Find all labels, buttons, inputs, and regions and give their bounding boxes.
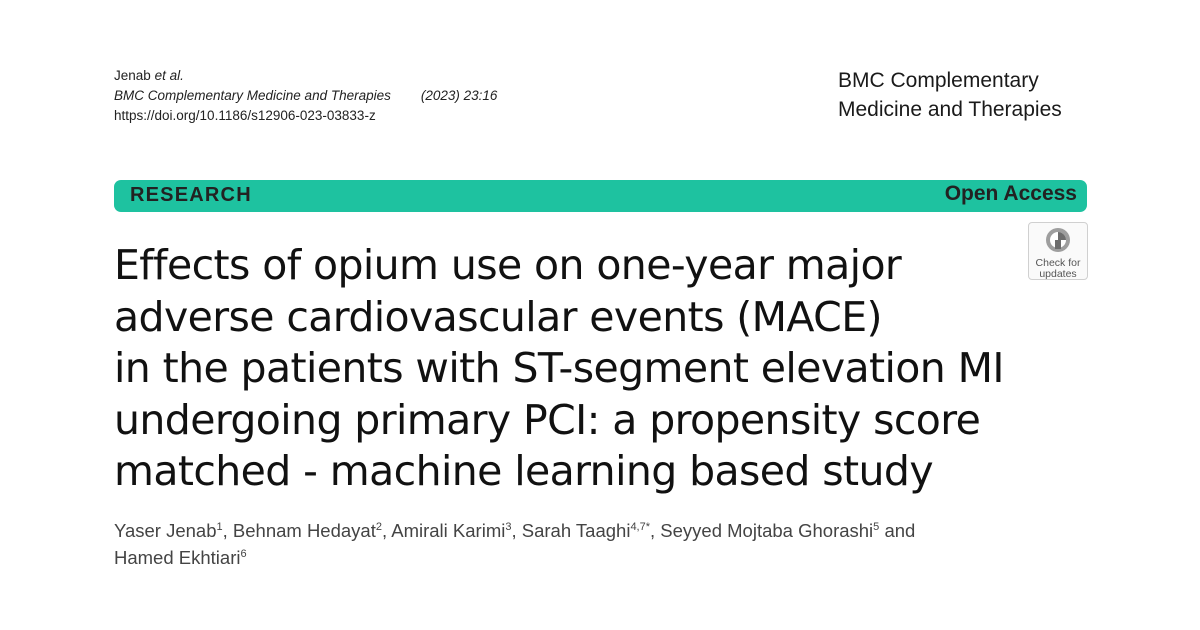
title-line: in the patients with ST-segment elevation MI [114, 344, 1004, 392]
author-affiliation: 2 [375, 521, 382, 533]
author-name[interactable]: Amirali Karimi [391, 520, 506, 541]
open-access-label: Open Access [944, 182, 1077, 205]
journal-name-line2: Medicine and Therapies [838, 98, 1062, 121]
author-affiliation: 3 [505, 521, 512, 533]
journal-name-line1: BMC Complementary [838, 69, 1039, 92]
citation-journal-line [114, 86, 497, 106]
author-affiliation: 4,7* [630, 521, 651, 533]
article-title [114, 240, 1054, 498]
article-type-label: RESEARCH [130, 184, 252, 206]
citation-authors [114, 66, 497, 86]
author-name[interactable]: Hamed Ekhtiari [114, 547, 241, 568]
title-line: matched - machine learning based study [114, 447, 934, 495]
author-name[interactable]: Seyyed Mojtaba Ghorashi [660, 520, 874, 541]
title-line: Effects of opium use on one-year major [114, 241, 902, 289]
citation-block [114, 66, 497, 126]
author-list: Yaser Jenab$^1$, Behnam Hedayat$^2$, Amirali Karimi$^3$, Sarah Taaghi$^{4,7*}$, Seyyed Mojtaba Ghorashi$^5$ and Hamed Ekhtiari$^6$ [114, 520, 916, 568]
title-line: adverse cardiovascular events (MACE) [114, 292, 882, 341]
author-affiliation: 6 [240, 548, 247, 560]
journal-name [838, 66, 1062, 124]
title-line: undergoing primary PCI: a propensity score [114, 395, 981, 444]
author-affiliation: 5 [873, 521, 880, 533]
article-type-banner [114, 180, 1087, 212]
citation-year-volume: (2023) 23:16 [420, 88, 498, 103]
author-name[interactable]: Behnam Hedayat [232, 520, 376, 541]
check-for-updates-line1: Check for [1035, 257, 1081, 269]
author-affiliation: 1 [216, 521, 223, 533]
citation-doi[interactable]: https://doi.org/10.1186/s12906-023-03833-z [114, 108, 376, 123]
check-for-updates-line2: updates [1039, 268, 1077, 280]
author-name[interactable]: Yaser Jenab [114, 520, 217, 541]
citation-journal: BMC Complementary Medicine and Therapies [114, 88, 391, 103]
author-name[interactable]: Sarah Taaghi [521, 520, 631, 541]
author-conjunction: and [884, 520, 916, 541]
citation-et-al: et al. [154, 68, 184, 83]
citation-author: Jenab [114, 68, 151, 83]
